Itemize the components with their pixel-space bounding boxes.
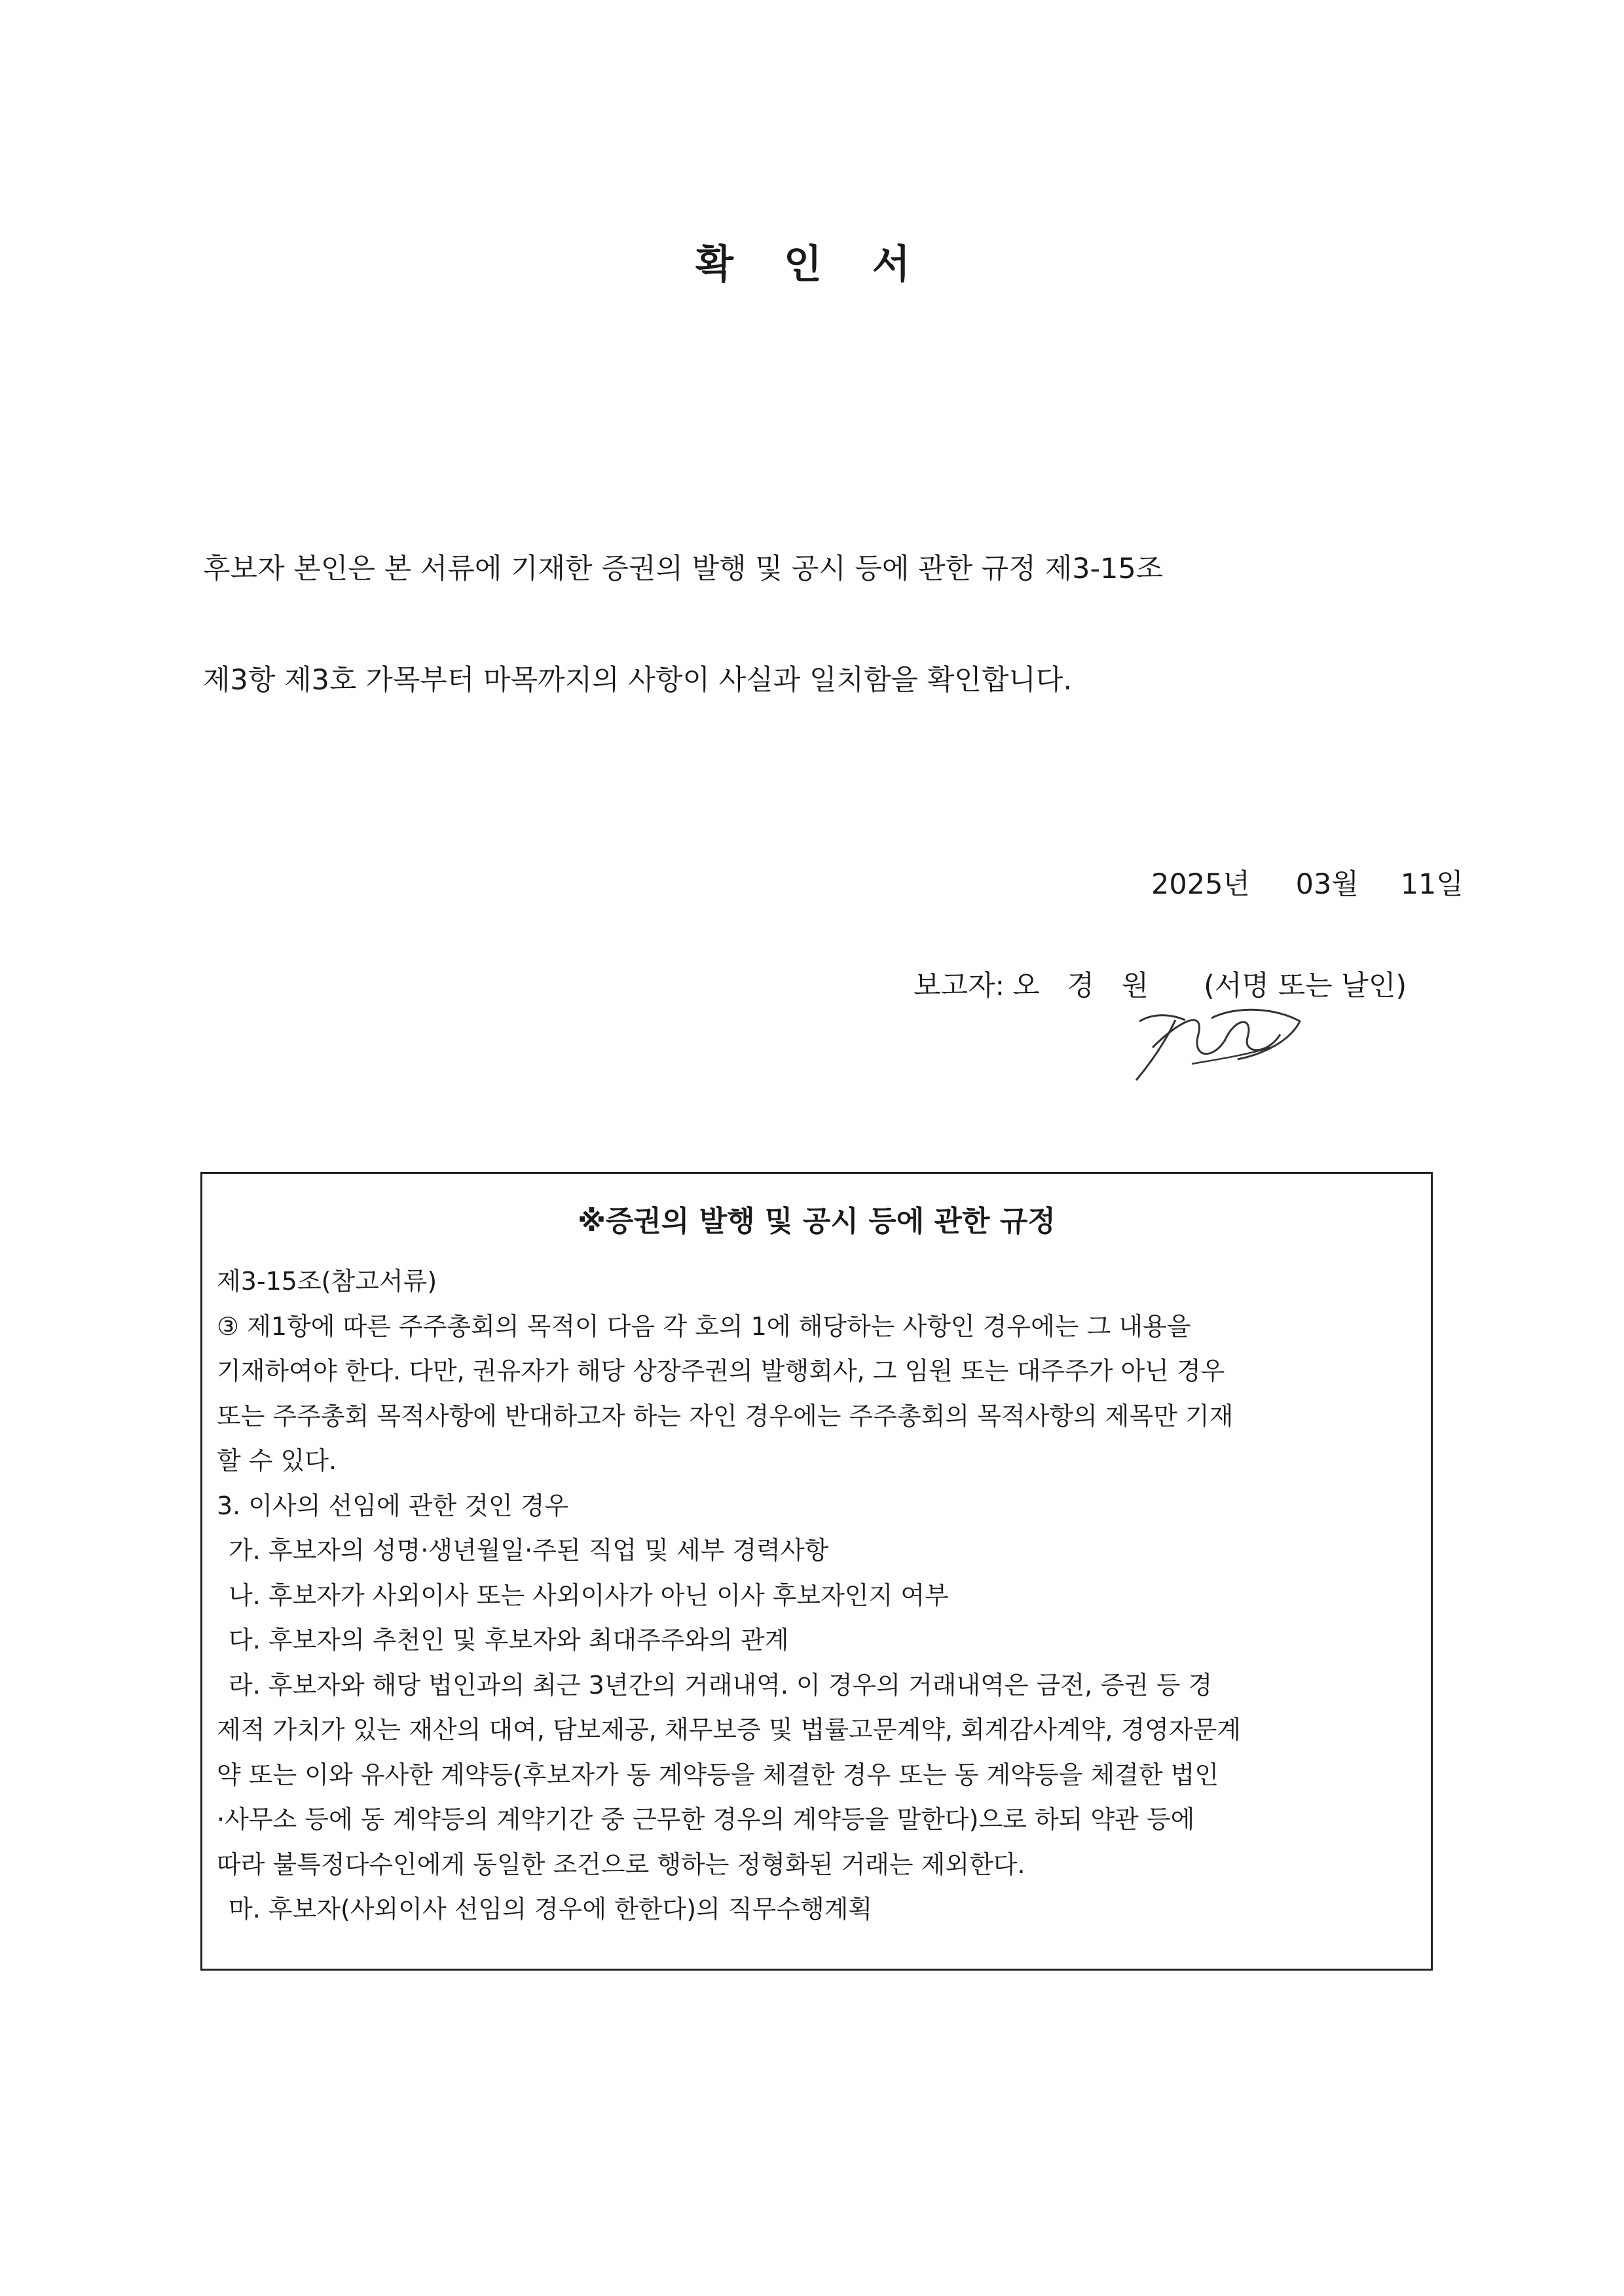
regulation-line: 또는 주주총회 목적사항에 반대하고자 하는 자인 경우에는 주주총회의 목적사항의 제목만 기재 — [217, 1401, 1234, 1430]
regulation-reference-box — [200, 1172, 1433, 1971]
regulation-line: ③ 제1항에 따른 주주총회의 목적이 다음 각 호의 1에 해당하는 사항인 경우에는 그 내용을 — [217, 1311, 1191, 1341]
regulation-line: 나. 후보자가 사외이사 또는 사외이사가 아닌 이사 후보자인지 여부 — [229, 1580, 949, 1610]
handwritten-signature — [1113, 982, 1310, 1087]
confirmation-text-line-1: 후보자 본인은 본 서류에 기재한 증권의 발행 및 공시 등에 관한 규정 제3-15조 — [203, 553, 1164, 585]
document-title: 확 인 서 — [695, 242, 929, 287]
regulation-line: 따라 불특정다수인에게 동일한 조건으로 행하는 정형화된 거래는 제외한다. — [217, 1850, 1025, 1879]
document-date — [1151, 862, 1464, 902]
regulation-line: 다. 후보자의 추천인 및 후보자와 최대주주와의 관계 — [229, 1626, 789, 1654]
regulation-line: ·사무소 등에 동 계약등의 계약기간 중 근무한 경우의 계약등을 말한다)으로 하되 약관 등에 — [217, 1805, 1195, 1834]
date-month: 03월 — [1295, 868, 1359, 901]
regulation-line: 가. 후보자의 성명·생년월일·주된 직업 및 세부 경력사항 — [229, 1536, 829, 1565]
regulation-line: 할 수 있다. — [217, 1446, 337, 1475]
reporter-label: 보고자: — [913, 970, 1005, 1002]
regulation-line: 제적 가치가 있는 재산의 대여, 담보제공, 채무보증 및 법률고문계약, 회계감사계약, 경영자문계 — [217, 1715, 1242, 1744]
regulation-line: 라. 후보자와 해당 법인과의 최근 3년간의 거래내역. 이 경우의 거래내역은 금전, 증권 등 경 — [229, 1670, 1213, 1700]
regulation-line: 마. 후보자(사외이사 선임의 경우에 한한다)의 직무수행계획 — [229, 1895, 873, 1923]
confirmation-text-line-2: 제3항 제3호 가목부터 마목까지의 사항이 사실과 일치함을 확인합니다. — [203, 664, 1073, 697]
regulation-text — [217, 1259, 1422, 1932]
regulation-line: 제3-15조(참고서류) — [217, 1267, 437, 1296]
date-year: 2025년 — [1151, 868, 1250, 901]
date-day: 11일 — [1400, 868, 1464, 901]
regulation-line: 3. 이사의 선임에 관한 것인 경우 — [217, 1491, 569, 1520]
regulation-box-title: ※증권의 발행 및 공시 등에 관한 규정 — [578, 1205, 1056, 1238]
regulation-line: 약 또는 이와 유사한 계약등(후보자가 동 계약등을 체결한 경우 또는 동 계약등을 체결한 법인 — [217, 1760, 1219, 1789]
regulation-line: 기재하여야 한다. 다만, 권유자가 해당 상장주권의 발행회사, 그 임원 또는 대주주가 아닌 경우 — [217, 1357, 1225, 1385]
signature-note: (서명 또는 날인) — [1204, 970, 1407, 1002]
reporter-name: 오 경 원 — [1012, 970, 1158, 1002]
